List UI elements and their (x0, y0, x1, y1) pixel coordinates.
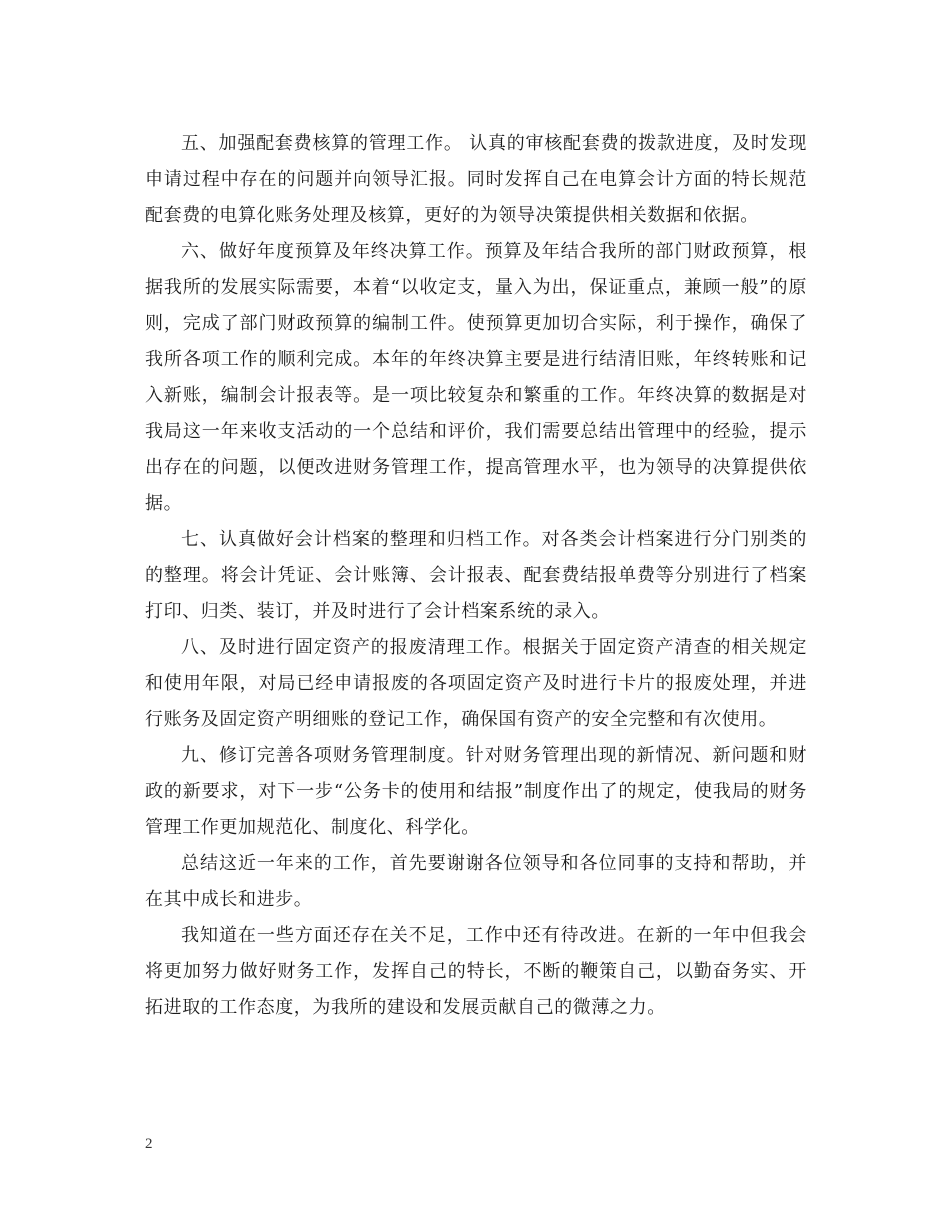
paragraph-management-system: 九、修订完善各项财务管理制度。针对财务管理出现的新情况、新问题和财政的新要求，对下一步“公务卡的使用和结报”制度作出了的规定，使我局的财务管理工作更加规范化、制度化、科学化。 (145, 745, 807, 838)
paragraph-budget-matching-fees: 五、加强配套费核算的管理工作。 认真的审核配套费的拨款进度，及时发现申请过程中存在的问题并向领导汇报。同时发挥自己在电算会计方面的特长规范配套费的电算化账务处理及核算，更好的为领导决策提供相关数据和依据。 (145, 133, 807, 226)
paragraph-summary-thanks: 总结这近一年来的工作，首先要谢谢各位领导和各位同事的支持和帮助，并在其中成长和进步。 (145, 853, 807, 910)
page-number: 2 (145, 1136, 153, 1152)
paragraph-fixed-assets: 八、及时进行固定资产的报废清理工作。根据关于固定资产清查的相关规定和使用年限，对局已经申请报废的各项固定资产及时进行卡片的报废处理，并进行账务及固定资产明细账的登记工作，确保国有资产的安全完整和有次使用。 (145, 637, 807, 730)
paragraph-accounting-archives: 七、认真做好会计档案的整理和归档工作。对各类会计档案进行分门别类的的整理。将会计凭证、会计账簿、会计报表、配套费结报单费等分别进行了档案打印、归类、装订，并及时进行了会计档案系统的录入。 (145, 529, 807, 622)
document-body (145, 126, 807, 1026)
paragraph-annual-budget: 六、做好年度预算及年终决算工作。预算及年结合我所的部门财政预算，根据我所的发展实际需要，本着“以收定支，量入为出，保证重点，兼顾一般”的原则，完成了部门财政预算的编制工件。使预算更加切合实际，利于操作，确保了我所各项工作的顺利完成。本年的年终决算主要是进行结清旧账，年终转账和记入新账，编制会计报表等。是一项比较复杂和繁重的工作。年终决算的数据是对我局这一年来收支活动的一个总结和评价，我们需要总结出管理中的经验，提示出存在的问题，以便改进财务管理工作，提高管理水平，也为领导的决算提供依据。 (145, 241, 807, 514)
paragraph-future-plans: 我知道在一些方面还存在关不足，工作中还有待改进。在新的一年中但我会将更加努力做好财务工作，发挥自己的特长，不断的鞭策自己，以勤奋务实、开拓进取的工作态度，为我所的建设和发展贡献自己的微薄之力。 (145, 925, 807, 1018)
